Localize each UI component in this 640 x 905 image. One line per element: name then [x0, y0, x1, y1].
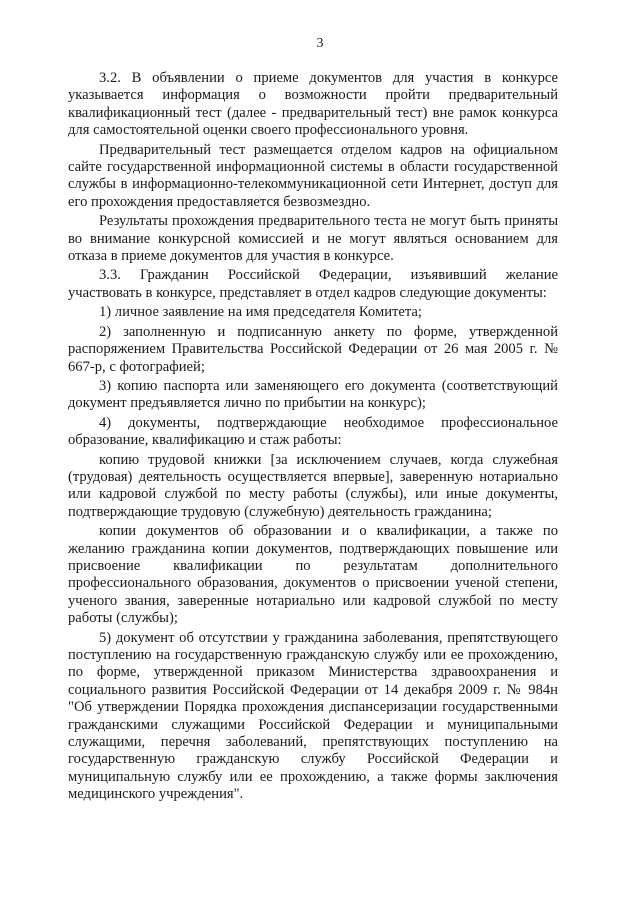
page-number: 3 — [316, 36, 324, 51]
paragraph-preliminary-test: Предварительный тест размещается отделом кадров на официальном сайте государственной информационной системы в области государственной службы в информационно-телекоммуникационной сети Интернет, доступ для его прохождения предоставляется безвозмездно. — [68, 141, 558, 210]
paragraph-test-results: Результаты прохождения предварительного теста не могут быть приняты во внимание конкурсной комиссией и не могут являться основанием для отказа в приеме документов для участия в конкурсе. — [68, 213, 558, 265]
paragraph-3-3: 3.3. Гражданин Российской Федерации, изъявивший желание участвовать в конкурсе, представляет в отдел кадров следующие документы: — [68, 267, 558, 301]
list-item-1: 1) личное заявление на имя председателя Комитета; — [99, 304, 422, 321]
list-item-4: 4) документы, подтверждающие необходимое профессиональное образование, квалификацию и стаж работы: — [68, 414, 558, 449]
document-body — [68, 70, 558, 806]
list-item-2: 2) заполненную и подписанную анкету по форме, утвержденной распоряжением Правительства Российской Федерации от 26 мая 2005 г. № 667-р, с фотографией; — [68, 323, 558, 375]
list-item-5: 5) документ об отсутствии у гражданина заболевания, препятствующего поступлению на государственную гражданскую службу или ее прохождению, по форме, утвержденной приказом Министерства здравоохранения и социального развития Российской Федерации от 14 декабря 2009 г. № 984н "Об утверждении Порядка прохождения диспансеризации государственными гражданскими служащими Российской Федерации и муниципальными служащими, перечня заболеваний, препятствующих поступлению на государственную гражданскую службу Российской Федерации и муниципальную службу или ее прохождению, а также формы заключения медицинского учреждения". — [68, 629, 558, 803]
sub-item-education: копии документов об образовании и о квалификации, а также по желанию гражданина копии документов, подтверждающих повышение или присвоение квалификации по результатам дополнительного профессионального образования, документов о присвоении ученой степени, ученого звания, заверенные нотариально или кадровой службой по месту работы (службы); — [68, 523, 558, 627]
paragraph-3-2: 3.2. В объявлении о приеме документов для участия в конкурсе указывается информация о возможности пройти предварительный квалификационный тест (далее - предварительный тест) вне рамок конкурса для самостоятельной оценки своего профессионального уровня. — [68, 70, 558, 139]
list-item-3: 3) копию паспорта или заменяющего его документа (соответствующий документ предъявляется лично по прибытии на конкурс); — [68, 377, 558, 412]
sub-item-work-record: копию трудовой книжки [за исключением случаев, когда служебная (трудовая) деятельность осуществляется впервые], заверенную нотариально или кадровой службой по месту работы (службы), или иные документы, подтверждающие трудовую (служебную) деятельность гражданина; — [68, 451, 558, 520]
